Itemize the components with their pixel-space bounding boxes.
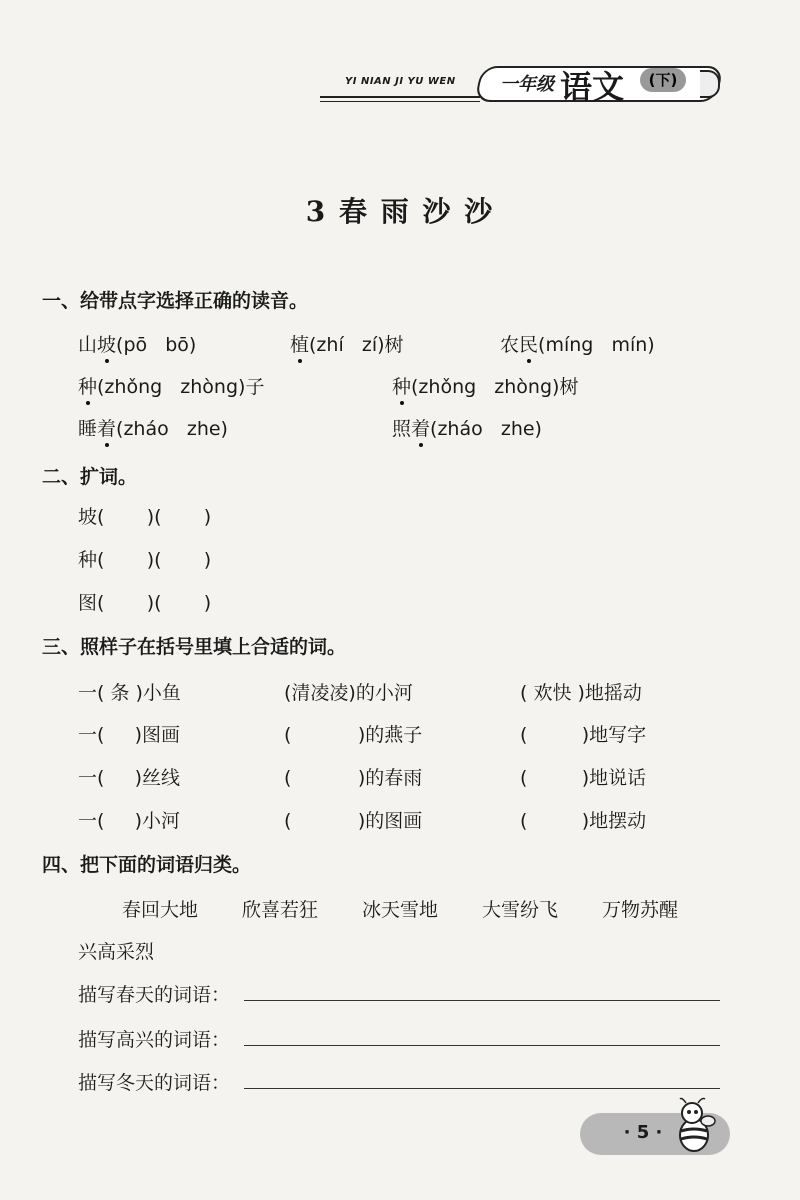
dotted-char: 种	[392, 372, 411, 399]
dotted-char: 着	[411, 414, 430, 441]
pinyin-item: 睡着(zháo zhe)	[78, 414, 228, 441]
pinyin-item: 山坡(pō bō)	[78, 330, 196, 357]
dotted-char: 坡	[97, 330, 116, 357]
fill-item: 一( )丝线	[78, 767, 181, 789]
word-item: 冰天雪地	[362, 899, 439, 921]
header-grade: 一年级	[500, 74, 554, 95]
word-item: 欣喜若狂	[242, 899, 319, 921]
pinyin-item: 植(zhí zí)树	[290, 330, 404, 357]
pinyin-item: 种(zhǒng zhòng)子	[78, 372, 264, 399]
section-3-heading: 三、照样子在括号里填上合适的词。	[42, 636, 347, 658]
expand-word-row: 坡( )( )	[78, 506, 212, 528]
lesson-title: 3 春 雨 沙 沙	[305, 195, 495, 228]
header-volume: (下)	[640, 68, 686, 92]
expand-word-row: 种( )( )	[78, 549, 212, 571]
fill-item: ( )地写字	[520, 724, 647, 746]
fill-item: ( )的燕子	[284, 724, 423, 746]
fill-item: ( )地摆动	[520, 810, 647, 832]
section-1-heading: 一、给带点字选择正确的读音。	[42, 290, 309, 312]
category-label-spring: 描写春天的词语：	[78, 984, 231, 1006]
header-rule	[320, 101, 480, 102]
fill-item: 一( 条 )小鱼	[78, 682, 181, 704]
fill-item: ( )地说话	[520, 767, 647, 789]
answer-line[interactable]	[244, 1000, 720, 1001]
fill-item: ( )的图画	[284, 810, 423, 832]
header-subject: 语文	[560, 68, 625, 106]
answer-line[interactable]	[244, 1088, 720, 1089]
category-label-winter: 描写冬天的词语：	[78, 1072, 231, 1094]
pinyin-item: 照着(zháo zhe)	[392, 414, 542, 441]
page-number: · 5 ·	[623, 1122, 663, 1143]
word-item: 万物苏醒	[602, 899, 679, 921]
fill-item: (清凌凌)的小河	[284, 682, 413, 704]
category-label-happy: 描写高兴的词语：	[78, 1029, 231, 1051]
pinyin-item: 农民(míng mín)	[500, 330, 655, 357]
header-pinyin: YI NIAN JI YU WEN	[345, 76, 456, 87]
section-2-heading: 二、扩词。	[42, 466, 138, 488]
word-item: 大雪纷飞	[482, 899, 559, 921]
dotted-char: 民	[519, 330, 538, 357]
dotted-char: 植	[290, 330, 309, 357]
word-item: 兴高采烈	[78, 941, 155, 963]
fill-item: 一( )图画	[78, 724, 181, 746]
dotted-char: 着	[97, 414, 116, 441]
section-4-heading: 四、把下面的词语归类。	[42, 854, 252, 876]
header-rule	[320, 96, 480, 98]
expand-word-row: 图( )( )	[78, 592, 212, 614]
dotted-char: 种	[78, 372, 97, 399]
word-item: 春回大地	[122, 899, 199, 921]
fill-item: ( 欢快 )地摇动	[520, 682, 642, 704]
header-tab	[700, 70, 720, 98]
fill-item: ( )的春雨	[284, 767, 423, 789]
answer-line[interactable]	[244, 1045, 720, 1046]
fill-item: 一( )小河	[78, 810, 181, 832]
pinyin-item: 种(zhǒng zhòng)树	[392, 372, 578, 399]
bee-icon	[670, 1095, 716, 1155]
